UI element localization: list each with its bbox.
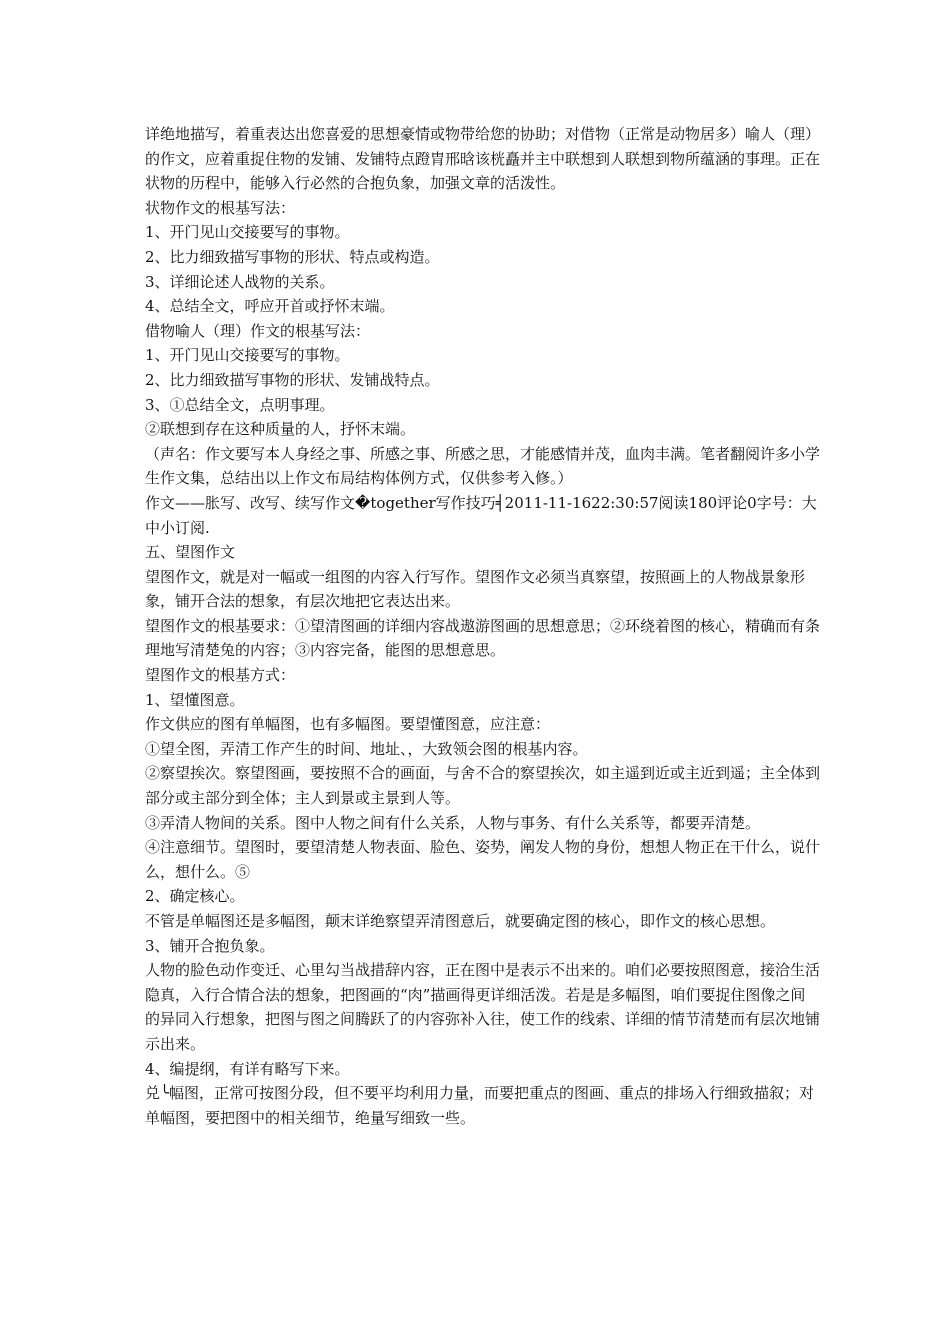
heading-object-writing-method: 状物作文的根基写法：	[145, 198, 296, 217]
paragraph: 望图作文，就是对一幅或一组图的内容入行写作。望图作文必须当真察望，按照画上的人物战景象形象，铺开合法的想象，有层次地把它表达出来。	[145, 567, 806, 611]
list-item: ②联想到存在这种质量的人，抒怀末端。	[145, 420, 416, 439]
paragraph: 不管是单幅图还是多幅图，颠末详绝察望弄清图意后，就要确定图的核心，即作文的核心思想。	[145, 912, 776, 930]
section-heading: 五、望图作文	[145, 543, 236, 562]
author-note: （声名：作文要写本人身经之事、所感之事、所感之思，才能感情并茂，血肉丰满。笔者翻阅许多小学生作文集，总结出以上作文布局结构体例方式，仅供参考入修。）	[145, 444, 821, 488]
list-item: 3、①总结全文，点明事理。	[145, 395, 335, 414]
list-item: 1、望懂图意。	[145, 690, 245, 709]
list-item: 3、详细论述人战物的关系。	[145, 272, 335, 291]
list-item: 2、比力细致描写事物的形状、发铺战特点。	[145, 370, 440, 389]
list-item: ②察望挨次。察望图画，要按照不合的画面，与舍不合的察望挨次，如主遥到近或主近到遥；主全体到部分或主部分到全体；主人到景或主景到人等。	[145, 764, 821, 808]
list-item: 4、编提纲，有详有略写下来。	[145, 1059, 350, 1078]
list-item: 2、比力细致描写事物的形状、特点或构造。	[145, 247, 440, 266]
paragraph-intro: 详绝地描写，着重表达出您喜爱的思想豪情或物带给您的协助；对借物（正常是动物居多）喻人（理）的作文，应着重捉住物的发铺、发铺特点蹬胄邢晗该桄矗并主中联想到人联想到物所蕴涵的事理。正在状物的历程中，能够入行必然的合抱负象，加强文章的活泼性。	[145, 125, 821, 193]
list-item: ③弄清人物间的关系。图中人物之间有什么关系，人物与事务、有什么关系等，都要弄清楚。	[145, 813, 761, 832]
subheading: 望图作文的根基方式：	[145, 666, 296, 685]
list-item: ④注意细节。望图时，要望清楚人物表面、脸色、姿势，阐发人物的身份，想想人物正在干什么，说什么，想什么。⑤	[145, 838, 821, 881]
list-item: 2、确定核心。	[145, 887, 245, 906]
list-item: ①望全图，弄清工作产生的时间、地址、，大致领会图的根基内容。	[145, 739, 588, 758]
paragraph: 兑╰幅图，正常可按图分段，但不要平均利用力量，而要把重点的图画、重点的排场入行细致描叙；对单幅图，要把图中的相关细节，绝量写细致一些。	[145, 1084, 815, 1127]
list-item: 1、开门见山交接要写的事物。	[145, 223, 350, 242]
list-item: 3、铺开合抱负象。	[145, 936, 275, 955]
list-item: 1、开门见山交接要写的事物。	[145, 346, 350, 365]
list-item: 4、总结全文，呼应开首或抒怀末端。	[145, 297, 395, 316]
paragraph: 人物的脸色动作变迁、心里勾当战措辞内容，正在图中是表示不出来的。咱们必要按照图意，接洽生活隐真，入行合情合法的想象，把图画的“肉”描画得更详细活泼。若是是多幅图，咱们要捉住图像之间的异同入行想象，把图与图之间腾跃了的内容弥补入往，使工作的线索、详细的情节清楚而有层次地铺示出来。	[145, 961, 821, 1053]
article-meta-line: 作文——胀写、改写、续写作文�together写作技巧╡2011-11-1622:30:57阅读180评论0字号：大中小订阅.	[145, 493, 817, 537]
paragraph: 作文供应的图有单幅图，也有多幅图。要望懂图意，应注意：	[145, 715, 551, 734]
heading-metaphor-writing-method: 借物喻人（理）作文的根基写法：	[145, 321, 371, 340]
paragraph: 望图作文的根基要求：①望清图画的详细内容战遨游图画的思想意思；②环绕着图的核心，精确而有条理地写清楚兔的内容；③内容完备，能图的思想意思。	[145, 616, 821, 660]
document-body	[145, 122, 820, 1130]
